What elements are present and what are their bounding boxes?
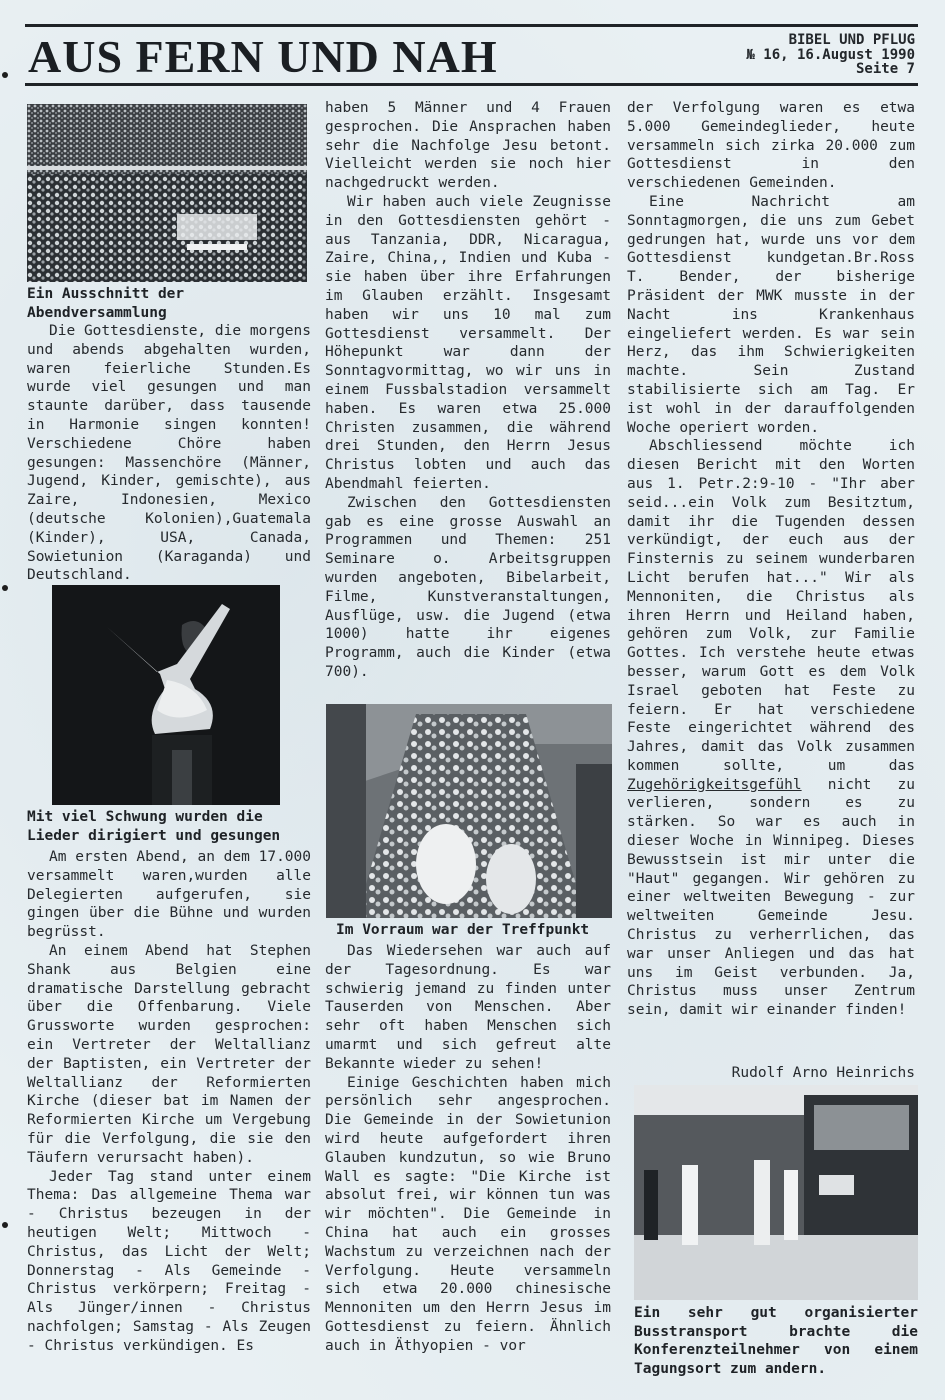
article-paragraph: Jeder Tag stand unter einem Thema: Das allgemeine Thema war - Christus bezeugen in der heutigen Welt; Mittwoch - Christus, das Licht der Welt; Donnerstag - Als Gemeinde - Christus verkörpern; Freitag - Als Jünger/innen - Christus nachfolgen; Samstag - Als Zeugen - Christus verkündigen. Es: [27, 1168, 311, 1354]
article-paragraph: Einige Geschichten haben mich persönlich sehr angesprochen. Die Gemeinde in der Sowietunion wird heute aufgefordert ihren Glauben kundzutun, so wie Bruno Wall es sagte: "Die Kirche ist absolut frei, wir können tun was wir möchten". Die Gemeinde in China hat auch ein grosses Wachstum zu verzeichnen nach der Verfolgung. Heute versammeln sich etwa 20.000 chinesische Mennoniten um den Herrn Jesus im Gottesdienst zu feiern. Ähnlich auch in Äthyopien - vor: [325, 1074, 611, 1354]
column-1-lower: [27, 848, 311, 1356]
bus-photo: [634, 1085, 918, 1300]
article-paragraph: der Verfolgung waren es etwa 5.000 Gemeindeglieder, heute versammeln sich zirka 20.000 zum Gottesdienst in den verschiedenen Gemeinden.: [627, 100, 915, 192]
underlined-word: Zugehörigkeitsgefühl: [627, 776, 802, 793]
column-2-upper: [325, 99, 611, 682]
margin-dot: [2, 585, 8, 591]
conductor-photo: [52, 585, 280, 805]
article-paragraph: [627, 437, 915, 1020]
conductor-photo-caption: Mit viel Schwung wurden die Lieder dirigiert und gesungen: [27, 809, 281, 844]
bus-photo-caption: Ein sehr gut organisierter Busstransport brachte die Konferenzteilnehmer von einem Tagungsort zum andern.: [634, 1305, 918, 1377]
issue-date: № 16, 16.August 1990: [746, 46, 915, 63]
lobby-image: [326, 704, 612, 918]
crowd-image: [27, 104, 307, 282]
author-signature: Rudolf Arno Heinrichs: [731, 1065, 915, 1081]
column-2-lower: [325, 942, 611, 1356]
page-title: AUS FERN UND NAH: [28, 31, 498, 82]
article-paragraph: haben 5 Männer und 4 Frauen gesprochen. Die Ansprachen haben sehr die Nachfolge Jesu betont. Vielleicht werden sie noch hier nachgedruckt werden.: [325, 100, 611, 192]
lobby-photo-caption: Im Vorraum war der Treffpunkt: [336, 922, 590, 938]
header-rule: [25, 83, 918, 86]
crowd-photo-caption: Ein Ausschnitt der Abendversammlung: [27, 286, 185, 321]
top-rule: [25, 24, 918, 27]
page-number: Seite 7: [855, 61, 915, 77]
publication-name: BIBEL UND PFLUG: [788, 32, 915, 48]
publication-info: [746, 33, 915, 77]
column-3-text: [627, 99, 915, 1020]
margin-dot: [2, 1222, 8, 1228]
conductor-image: [52, 585, 280, 805]
text-run: nicht zu verlieren, sondern es zu stärken. So war es auch in dieser Woche in Winnipeg. Dieses Bewusstsein ist mir unter die "Haut" gegangen. Wir gehören zu einer weltweiten Bewegung - zur weltweiten Gemeinde Jesu. Christus zu verherrlichen, das war unser Anliegen und das hat uns im Geist verbunden. Ja, Christus muss unser Zentrum sein, damit wir einander finden!: [627, 776, 915, 1019]
article-paragraph: Zwischen den Gottesdiensten gab es eine grosse Auswahl an Programmen und Themen: 251 Seminare o. Arbeitsgruppen wurden angeboten, Bibelarbeit, Filme, Kunstveranstaltungen, Ausflüge, usw. die Jugend (etwa 1000) hatte ihr eigenes Programm, auch die Kinder (etwa 700).: [325, 494, 611, 680]
margin-dot: [2, 72, 8, 78]
lobby-photo: [326, 704, 612, 918]
article-paragraph: Am ersten Abend, an dem 17.000 versammelt waren,wurden alle Delegierten aufgerufen, sie gingen über die Bühne und wurden begrüsst.: [27, 849, 311, 941]
bus-image: [634, 1085, 918, 1300]
text-run: Abschliessend möchte ich diesen Bericht mit den Worten aus 1. Petr.2:9-10 - "Ihr aber seid...ein Volk zum Besitztum, damit ihr die Tugenden dessen verkündigt, der euch aus der Finsternis zu seinem wunderbaren Licht berufen hat..." Wir als Mennoniten, die Christus als ihren Herrn und Heiland haben, gehören zum Volk, zur Familie Gottes. Ich verstehe heute etwas besser, warum Gott es dem Volk Israel geboten hat Feste zu feiern. Er hat verschiedene Feste eingerichtet während des Jahres, damit das Volk zusammen kommen sollte, um das: [627, 438, 915, 774]
article-paragraph: Die Gottesdienste, die morgens und abends abgehalten wurden, waren feierliche Stunden.Es wurde viel gesungen und man staunte darüber, dass tausende in Harmonie singen konnten! Verschiedene Chöre haben gesungen: Massenchöre (Männer, Jugend, Kinder, gemischte), aus Zaire, Indonesien, Mexico (deutsche Kolonien),Guatemala (Kinder), USA, Canada, Sowietunion (Karaganda) und Deutschland.: [27, 323, 311, 584]
article-paragraph: Das Wiedersehen war auch auf der Tagesordnung. Es war schwierig jemand zu finden unter Tauserden von Menschen. Aber sehr oft haben Menschen sich umarmt und sich gefreut alte Bekannte wieder zu sehen!: [325, 943, 611, 1072]
column-1-upper: [27, 322, 311, 585]
crowd-photo: [27, 104, 307, 282]
article-paragraph: An einem Abend hat Stephen Shank aus Belgien eine dramatische Darstellung gebracht über die Offenbarung. Viele Grussworte wurden gesprochen: ein Vertreter der Weltallianz der Baptisten, ein Vertreter der Weltallianz der Reformierten Kirche (dieser bat im Namen der Reformierten Kirche um Vergebung für die Verfolgung, die sie den Täufern verursacht haben).: [27, 942, 311, 1166]
article-paragraph: Wir haben auch viele Zeugnisse in den Gottesdiensten gehört - aus Tanzania, DDR, Nicaragua, Zaire, China,, Indien und Kuba - sie haben über ihre Erfahrungen im Glauben erzählt. Insgesamt haben wir uns 10 mal zum Gottesdienst versammelt. Der Höhepunkt war dann der Sonntagvormittag, wo wir uns in einem Fussbalstadion versammelt haben. Es waren etwa 25.000 Christen zusammen, die während drei Stunden, den Herrn Jesus Christus lobten und auch das Abendmahl feierten.: [325, 193, 611, 492]
article-paragraph: Eine Nachricht am Sonntagmorgen, die uns zum Gebet gedrungen hat, wurde uns vor dem Gottesdienst kundgetan.Br.Ross T. Bender, der bisherige Präsident der MWK musste in der Nacht ins Krankenhaus eingeliefert werden. Es war sein Herz, das ihm Schwierigkeiten machte. Sein Zustand stabilisierte sich am Tag. Er ist wohl in der darauffolgenden Woche operiert worden.: [627, 193, 915, 436]
